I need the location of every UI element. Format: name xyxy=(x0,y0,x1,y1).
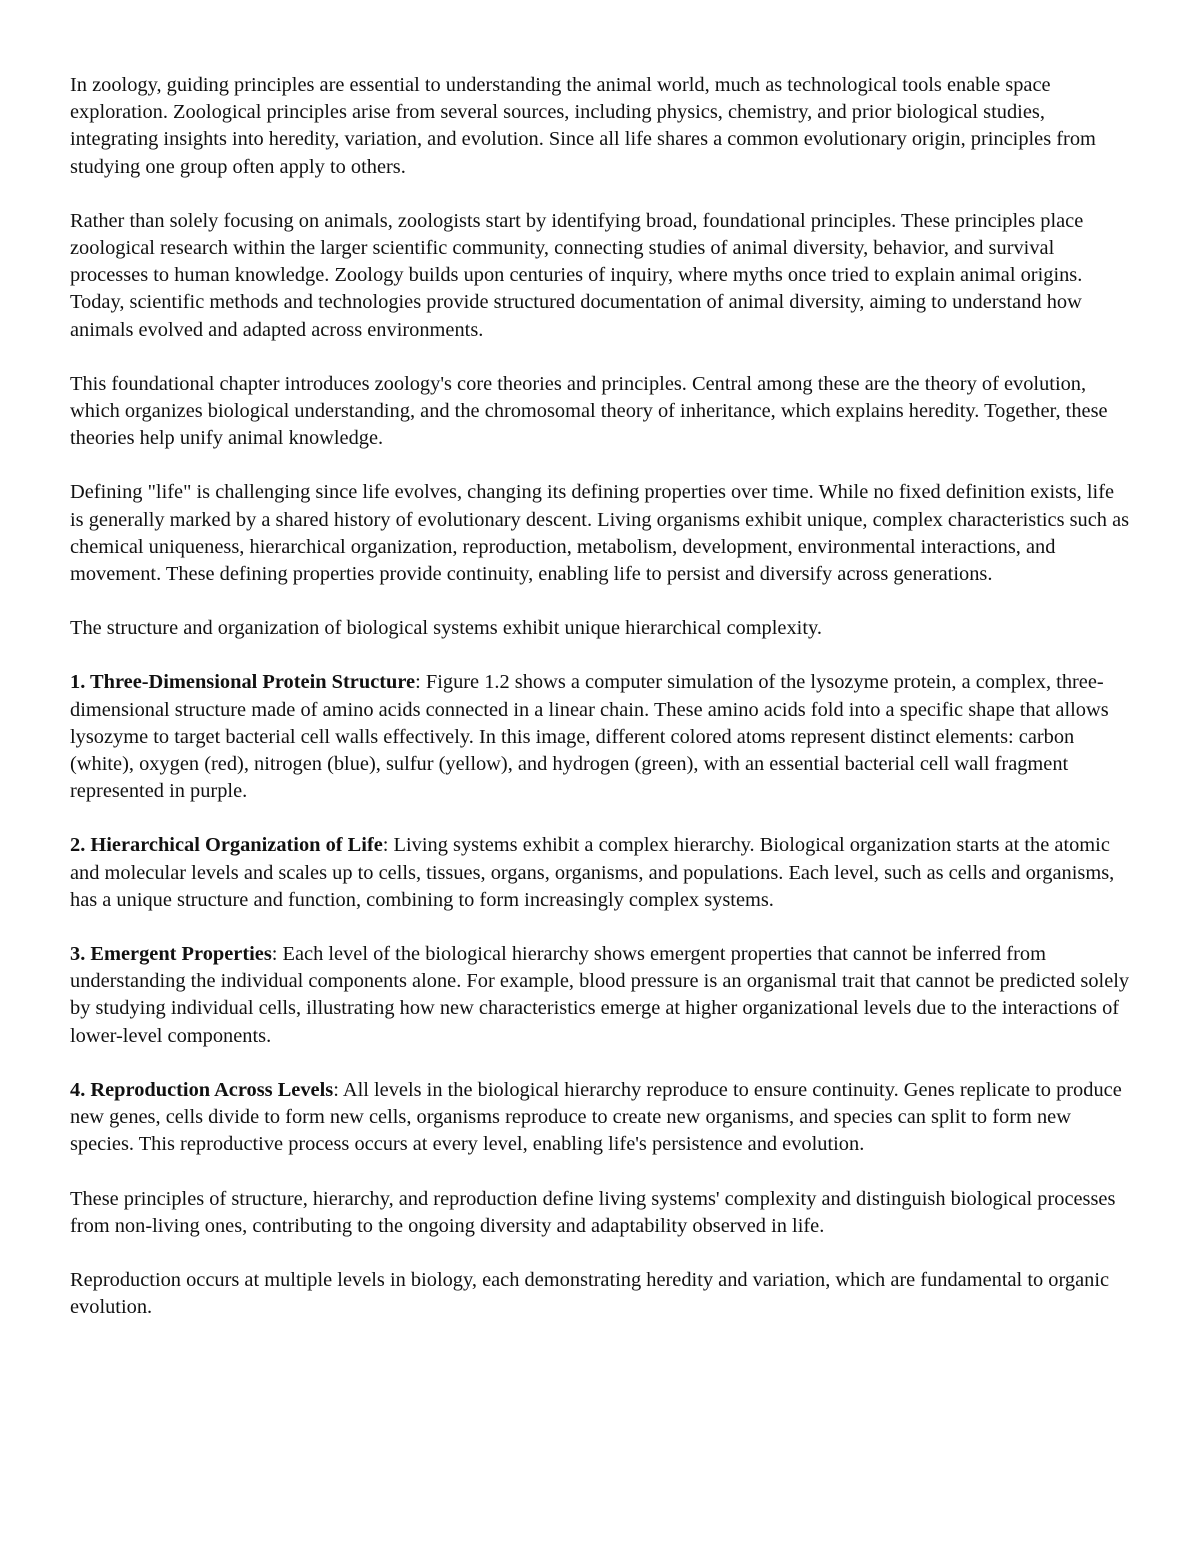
list-item-title: 1. Three-Dimensional Protein Structure xyxy=(70,671,416,694)
list-item-text: : Figure 1.2 shows a computer simulation of the lysozyme protein, a complex, three-dimensional structure made of amino acids connected in a linear chain. These amino acids fold into a specific shape that allows lysozyme to target bacterial cell walls effectively. In this image, different colored atoms represent distinct elements: carbon (white), oxygen (red), nitrogen (blue), sulfur (yellow), and hydrogen (green), with an essential bacterial cell wall fragment represented in purple. xyxy=(70,671,1109,803)
hierarchy-intro-paragraph: The structure and organization of biological systems exhibit unique hierarchical complexity. xyxy=(70,617,822,640)
list-item-hierarchical-organization xyxy=(70,832,1132,914)
list-item-text: : All levels in the biological hierarchy reproduce to ensure continuity. Genes replicate to produce new genes, cells divide to form new cells, organisms reproduce to create new organisms, and species can split to form new species. This reproductive process occurs at every level, enabling life's persistence and evolution. xyxy=(70,1078,1122,1156)
list-item-protein-structure xyxy=(70,669,1132,805)
list-item-title: 4. Reproduction Across Levels xyxy=(70,1078,334,1101)
list-item-title: 2. Hierarchical Organization of Life xyxy=(70,834,383,857)
core-theories-paragraph: This foundational chapter introduces zoology's core theories and principles. Central among these are the theory of evolution, which organizes biological understanding, and the chromosomal theory of inheritance, which explains heredity. Together, these theories help unify animal knowledge. xyxy=(70,372,1108,450)
summary-paragraph: These principles of structure, hierarchy, and reproduction define living systems' complexity and distinguish biological processes from non-living ones, contributing to the ongoing diversity and adaptability observed in life. xyxy=(70,1187,1116,1237)
defining-life-paragraph: Defining "life" is challenging since life evolves, changing its defining properties over time. While no fixed definition exists, life is generally marked by a shared history of evolutionary descent. Living organisms exhibit unique, complex characteristics such as chemical uniqueness, hierarchical organization, reproduction, metabolism, development, environmental interactions, and movement. These defining properties provide continuity, enabling life to persist and diversify across generations. xyxy=(70,481,1130,586)
document-page xyxy=(70,72,1132,1348)
foundational-principles-paragraph: Rather than solely focusing on animals, zoologists start by identifying broad, foundational principles. These principles place zoological research within the larger scientific community, connecting studies of animal diversity, behavior, and survival processes to human knowledge. Zoology builds upon centuries of inquiry, where myths once tried to explain animal origins. Today, scientific methods and technologies provide structured documentation of animal diversity, aiming to understand how animals evolved and adapted across environments. xyxy=(70,209,1084,341)
list-item-emergent-properties xyxy=(70,941,1132,1050)
list-item-title: 3. Emergent Properties xyxy=(70,943,272,966)
list-item-text: : Each level of the biological hierarchy shows emergent properties that cannot be inferred from understanding the individual components alone. For example, blood pressure is an organismal trait that cannot be predicted solely by studying individual cells, illustrating how new characteristics emerge at higher organizational levels due to the interactions of lower-level components. xyxy=(70,943,1130,1047)
list-item-text: : Living systems exhibit a complex hierarchy. Biological organization starts at the atomic and molecular levels and scales up to cells, tissues, organs, organisms, and populations. Each level, such as cells and organisms, has a unique structure and function, combining to form increasingly complex systems. xyxy=(70,834,1115,911)
conclusion-paragraph: Reproduction occurs at multiple levels in biology, each demonstrating heredity and variation, which are fundamental to organic evolution. xyxy=(70,1268,1110,1319)
list-item-reproduction-levels xyxy=(70,1077,1132,1159)
intro-paragraph: In zoology, guiding principles are essential to understanding the animal world, much as technological tools enable space exploration. Zoological principles arise from several sources, including physics, chemistry, and prior biological studies, integrating insights into heredity, variation, and evolution. Since all life shares a common evolutionary origin, principles from studying one group often apply to others. xyxy=(70,74,1096,178)
